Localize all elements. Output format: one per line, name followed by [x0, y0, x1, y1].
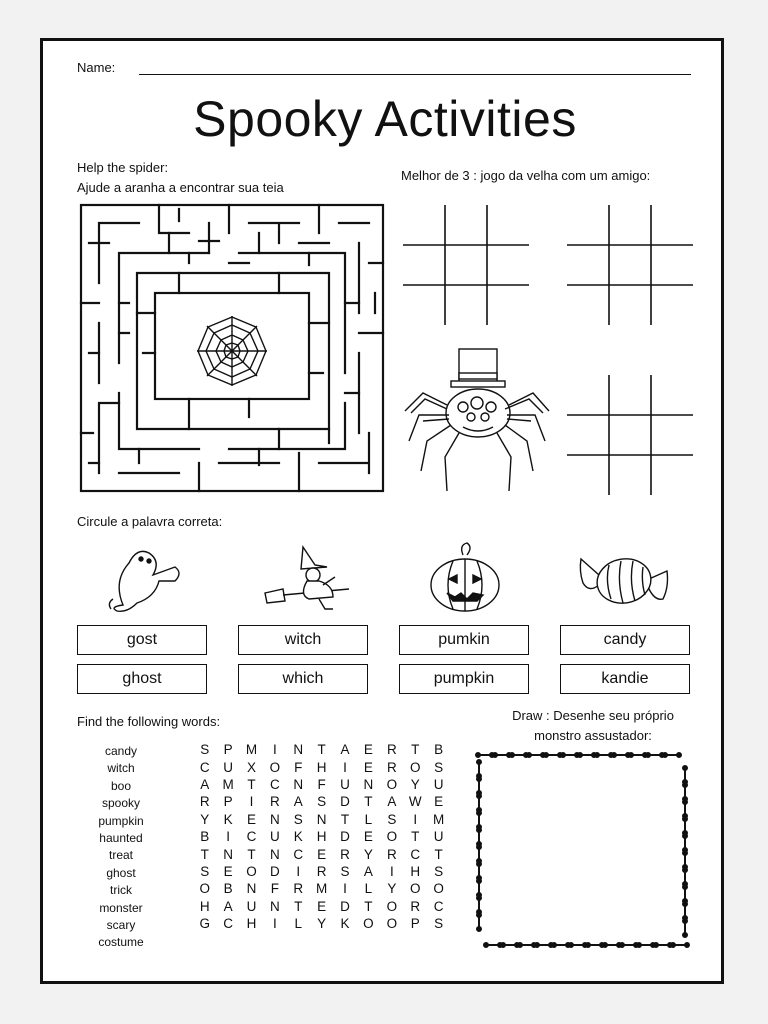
wordsearch-letter[interactable]: R	[340, 846, 350, 862]
wordsearch-letter[interactable]: O	[386, 776, 398, 792]
wordsearch-letter[interactable]: H	[316, 759, 327, 775]
wordsearch-letter[interactable]: K	[223, 811, 233, 827]
wordsearch-letter[interactable]: N	[293, 742, 304, 758]
maze-instruction-pt: Ajude a aranha a encontrar sua teia	[77, 180, 284, 195]
spider-with-hat-icon	[401, 345, 551, 495]
wordsearch-letter[interactable]: C	[199, 759, 210, 775]
wordsearch-letter[interactable]: A	[200, 776, 210, 792]
wordsearch-letter[interactable]: T	[411, 829, 420, 845]
bone-icon	[683, 919, 687, 937]
bone-icon	[683, 783, 687, 801]
pumpkin-icon	[425, 541, 503, 615]
wordsearch-letter[interactable]: O	[409, 881, 421, 897]
bone-icon	[654, 943, 672, 947]
wordsearch-letter[interactable]: C	[269, 776, 280, 792]
wordsearch-letter[interactable]: S	[200, 742, 210, 758]
bone-icon	[683, 868, 687, 886]
wordsearch-letter[interactable]: I	[389, 863, 394, 879]
bone-icon	[578, 753, 596, 757]
wordsearch-letter[interactable]: M	[316, 881, 328, 897]
bone-icon	[683, 902, 687, 920]
wordsearch-letter[interactable]: I	[226, 829, 230, 845]
bone-icon	[683, 800, 687, 818]
wordsearch-letter[interactable]: U	[433, 776, 444, 792]
wordsearch-letter[interactable]: O	[199, 881, 210, 897]
wordsearch-letter[interactable]: G	[199, 916, 210, 932]
wordsearch-letter[interactable]: C	[410, 846, 421, 862]
wordsearch-row	[193, 915, 450, 932]
wordsearch-row	[193, 776, 450, 793]
wordsearch-letter[interactable]: R	[199, 794, 210, 810]
bone-icon	[535, 943, 553, 947]
bone-icon	[477, 828, 481, 846]
wordsearch-letter[interactable]: W	[408, 794, 422, 810]
word-choice-witch[interactable]: witch	[238, 625, 368, 655]
wordsearch-letter[interactable]: B	[223, 881, 233, 897]
wordsearch-letter[interactable]: L	[364, 811, 373, 827]
wordsearch-row	[193, 741, 450, 758]
bone-icon	[683, 766, 687, 784]
wordsearch-letter[interactable]: N	[316, 811, 327, 827]
wordsearch-letter[interactable]: A	[340, 742, 350, 758]
wordsearch-letter[interactable]: F	[317, 776, 326, 792]
wordsearch-letter[interactable]: T	[340, 811, 350, 827]
bone-icon	[477, 777, 481, 795]
wordsearch-letter[interactable]: I	[272, 916, 277, 932]
wordsearch-letter[interactable]: R	[316, 863, 327, 879]
wordsearch-letter[interactable]: A	[223, 898, 233, 914]
wordsearch-letter[interactable]: N	[269, 846, 280, 862]
witch-icon	[263, 541, 353, 615]
bone-icon	[493, 753, 511, 757]
tictactoe-instruction: Melhor de 3 : jogo da velha com um amigo:	[401, 168, 651, 183]
bone-icon	[561, 753, 579, 757]
wordsearch-letter[interactable]: B	[200, 829, 210, 845]
maze[interactable]	[79, 203, 385, 493]
wordsearch-letter[interactable]: T	[434, 846, 443, 862]
bone-icon	[477, 862, 481, 880]
bone-icon	[646, 753, 664, 757]
wordsearch-letter[interactable]: L	[294, 916, 303, 932]
word-choice-gost[interactable]: gost	[77, 625, 207, 655]
bone-icon	[477, 845, 481, 863]
wordsearch-letter[interactable]: D	[340, 898, 350, 914]
word-list-item: pumpkin	[98, 813, 144, 828]
wordsearch-letter[interactable]: T	[364, 794, 373, 810]
wordsearch-letter[interactable]: N	[363, 776, 374, 792]
wordsearch-letter[interactable]: P	[223, 742, 233, 758]
wordsearch-letter[interactable]: E	[363, 829, 373, 845]
wordsearch-letter[interactable]: E	[363, 759, 373, 775]
bone-frame-drawing-area[interactable]	[471, 747, 693, 953]
wordsearch-letter[interactable]: M	[222, 776, 234, 792]
word-list-item: ghost	[106, 865, 136, 880]
bone-icon	[683, 885, 687, 903]
word-list-item: scary	[106, 918, 136, 933]
wordsearch-letter[interactable]: S	[340, 863, 350, 879]
bone-icon	[683, 851, 687, 869]
bone-icon	[683, 834, 687, 852]
name-label: Name:	[77, 60, 116, 75]
bone-icon	[477, 879, 481, 897]
wordsearch-row	[193, 793, 450, 810]
wordsearch-letter[interactable]: E	[246, 811, 256, 827]
bone-icon	[671, 943, 689, 947]
wordsearch-letter[interactable]: L	[364, 881, 373, 897]
wordsearch-letter[interactable]: A	[387, 794, 397, 810]
wordsearch-letter[interactable]: O	[269, 759, 281, 775]
wordsearch-letter[interactable]: O	[246, 863, 257, 879]
wordsearch-row	[193, 828, 450, 845]
wordsearch-letter[interactable]: I	[249, 794, 254, 810]
wordsearch-letter[interactable]: M	[432, 811, 445, 827]
wordsearch-letter[interactable]: H	[410, 863, 421, 879]
wordsearch-letter[interactable]: B	[434, 742, 444, 758]
word-list-item: treat	[108, 848, 133, 863]
word-choice-which[interactable]: which	[238, 664, 368, 694]
wordsearch-letter[interactable]: N	[223, 846, 233, 862]
wordsearch-letter[interactable]: S	[434, 759, 444, 775]
bone-icon	[620, 943, 638, 947]
word-list-item: witch	[107, 761, 135, 776]
wordsearch-letter[interactable]: E	[434, 794, 444, 810]
wordsearch-letter[interactable]: I	[413, 811, 418, 827]
wordsearch-letter[interactable]: R	[386, 846, 397, 862]
wordsearch-letter[interactable]: R	[386, 759, 397, 775]
wordsearch-letter[interactable]: T	[364, 898, 373, 914]
wordsearch-letter[interactable]: U	[433, 829, 444, 845]
wordsearch-letter[interactable]: Y	[363, 846, 373, 862]
wordsearch-letter[interactable]: S	[317, 794, 327, 810]
wordsearch-letter[interactable]: T	[247, 776, 256, 792]
wordsearch-letter[interactable]: R	[410, 898, 421, 914]
draw-instruction-line1: Draw : Desenhe seu próprio	[512, 708, 674, 723]
candy-icon	[577, 541, 671, 615]
word-choice-ghost[interactable]: ghost	[77, 664, 207, 694]
word-list-item: candy	[104, 744, 138, 758]
bone-icon	[637, 943, 655, 947]
worksheet	[40, 38, 724, 984]
wordsearch-letter[interactable]: O	[433, 881, 444, 897]
wordsearch-letter[interactable]: U	[246, 898, 257, 914]
bone-icon	[477, 760, 481, 778]
bone-icon	[477, 913, 481, 931]
wordsearch-letter[interactable]: O	[386, 898, 398, 914]
wordsearch-letter[interactable]: X	[246, 759, 256, 775]
bone-icon	[586, 943, 604, 947]
wordsearch-letter[interactable]: E	[223, 863, 233, 879]
wordsearch-letter[interactable]: O	[386, 829, 398, 845]
bone-icon	[603, 943, 621, 947]
tictactoe-grid-1[interactable]	[403, 205, 529, 325]
wordsearch-letter[interactable]: O	[409, 759, 421, 775]
bone-icon	[612, 753, 630, 757]
wordsearch-letter[interactable]: Y	[200, 811, 210, 827]
wordsearch-letter[interactable]: S	[434, 916, 444, 932]
wordsearch-letter[interactable]: F	[294, 759, 303, 775]
wordsearch-letter[interactable]: C	[246, 829, 257, 845]
wordsearch-letter[interactable]: U	[340, 776, 350, 792]
wordsearch-letter[interactable]: C	[433, 898, 444, 914]
wordsearch-letter[interactable]: S	[434, 863, 444, 879]
wordsearch-letter[interactable]: P	[223, 794, 233, 810]
wordsearch-letter[interactable]: Y	[317, 916, 327, 932]
wordsearch-letter[interactable]: K	[340, 916, 350, 932]
bone-icon	[544, 753, 562, 757]
wordsearch-letter[interactable]: M	[245, 742, 258, 758]
wordsearch-letter[interactable]: T	[317, 742, 326, 758]
page-title: Spooky Activities	[193, 91, 577, 147]
word-list-item: spooky	[101, 796, 141, 811]
wordsearch-letter[interactable]: Y	[410, 776, 420, 792]
wordsearch-letter[interactable]: D	[340, 829, 350, 845]
bone-icon	[663, 753, 681, 757]
word-list	[77, 743, 165, 952]
spider-web-icon	[197, 316, 267, 386]
wordsearch-letter[interactable]: N	[246, 881, 257, 897]
wordsearch-letter[interactable]: H	[316, 829, 327, 845]
wordsearch-letter[interactable]: T	[294, 898, 303, 914]
wordsearch-letter[interactable]: U	[223, 759, 233, 775]
wordsearch-letter[interactable]: Y	[387, 881, 397, 897]
wordsearch-letter[interactable]: I	[343, 881, 347, 897]
wordsearch-letter[interactable]: N	[269, 811, 280, 827]
ghost-icon	[103, 541, 183, 615]
word-list-item: costume	[98, 935, 144, 950]
wordsearch-letter[interactable]: T	[411, 742, 420, 758]
word-list-item: trick	[110, 883, 132, 898]
tictactoe-grid-2[interactable]	[567, 205, 693, 325]
wordsearch-letter[interactable]: D	[269, 863, 280, 879]
tictactoe-grid-3[interactable]	[567, 375, 693, 495]
wordsearch-letter[interactable]: R	[269, 794, 280, 810]
wordsearch-row	[193, 880, 450, 897]
maze-instruction-en: Help the spider:	[77, 160, 169, 175]
wordsearch-letter[interactable]: R	[293, 881, 304, 897]
wordsearch-letter[interactable]: P	[410, 916, 420, 932]
bone-icon	[527, 753, 545, 757]
wordsearch-row	[193, 898, 450, 915]
word-choice-pumkin[interactable]: pumkin	[399, 625, 529, 655]
bone-icon	[477, 811, 481, 829]
wordsearch-letter[interactable]: T	[247, 846, 256, 862]
name-field-line[interactable]	[139, 74, 691, 75]
wordsearch-instruction: Find the following words:	[77, 714, 221, 729]
bone-icon	[569, 943, 587, 947]
wordsearch-letter[interactable]: D	[340, 794, 350, 810]
wordsearch-row	[193, 845, 450, 862]
circle-instruction: Circule a palavra correta:	[77, 514, 223, 529]
wordsearch-letter[interactable]: R	[386, 742, 397, 758]
bone-icon	[683, 817, 687, 835]
bone-icon	[510, 753, 528, 757]
bone-icon	[476, 753, 494, 757]
wordsearch-letter[interactable]: E	[317, 898, 327, 914]
wordsearch-letter[interactable]: E	[363, 742, 373, 758]
wordsearch-letter[interactable]: H	[199, 898, 210, 914]
bone-icon	[477, 794, 481, 812]
bone-icon	[595, 753, 613, 757]
word-choice-kandie[interactable]: kandie	[560, 664, 690, 694]
word-list-item: monster	[99, 900, 143, 915]
wordsearch-letter[interactable]: A	[293, 794, 303, 810]
word-list-item: boo	[110, 778, 132, 793]
wordsearch-row	[193, 758, 450, 775]
wordsearch-letter[interactable]: O	[386, 916, 398, 932]
bone-icon	[484, 943, 502, 947]
bone-icon	[552, 943, 570, 947]
wordsearch-letter[interactable]: I	[272, 742, 277, 758]
wordsearch-letter[interactable]: E	[317, 846, 327, 862]
bone-icon	[477, 896, 481, 914]
wordsearch-letter[interactable]: N	[269, 898, 280, 914]
draw-instruction-line2: monstro assustador:	[534, 728, 652, 743]
word-list-item: haunted	[99, 831, 143, 846]
bone-icon	[629, 753, 647, 757]
wordsearch-row	[193, 863, 450, 880]
bone-icon	[518, 943, 536, 947]
wordsearch-grid[interactable]	[193, 741, 450, 932]
wordsearch-letter[interactable]: T	[200, 846, 209, 862]
wordsearch-row	[193, 811, 450, 828]
wordsearch-letter[interactable]: S	[293, 811, 303, 827]
word-choice-candy[interactable]: candy	[560, 625, 690, 655]
wordsearch-letter[interactable]: F	[270, 881, 279, 897]
wordsearch-letter[interactable]: S	[387, 811, 397, 827]
word-choice-pumpkin[interactable]: pumpkin	[399, 664, 529, 694]
wordsearch-letter[interactable]: S	[200, 863, 210, 879]
wordsearch-letter[interactable]: C	[223, 916, 233, 932]
wordsearch-letter[interactable]: I	[343, 759, 347, 775]
wordsearch-letter[interactable]: I	[296, 863, 301, 879]
wordsearch-letter[interactable]: A	[363, 863, 373, 879]
wordsearch-letter[interactable]: C	[293, 846, 304, 862]
wordsearch-letter[interactable]: N	[293, 776, 304, 792]
bone-icon	[501, 943, 519, 947]
wordsearch-letter[interactable]: U	[269, 829, 280, 845]
wordsearch-letter[interactable]: K	[293, 829, 303, 845]
wordsearch-letter[interactable]: H	[246, 916, 257, 932]
wordsearch-letter[interactable]: O	[363, 916, 374, 932]
